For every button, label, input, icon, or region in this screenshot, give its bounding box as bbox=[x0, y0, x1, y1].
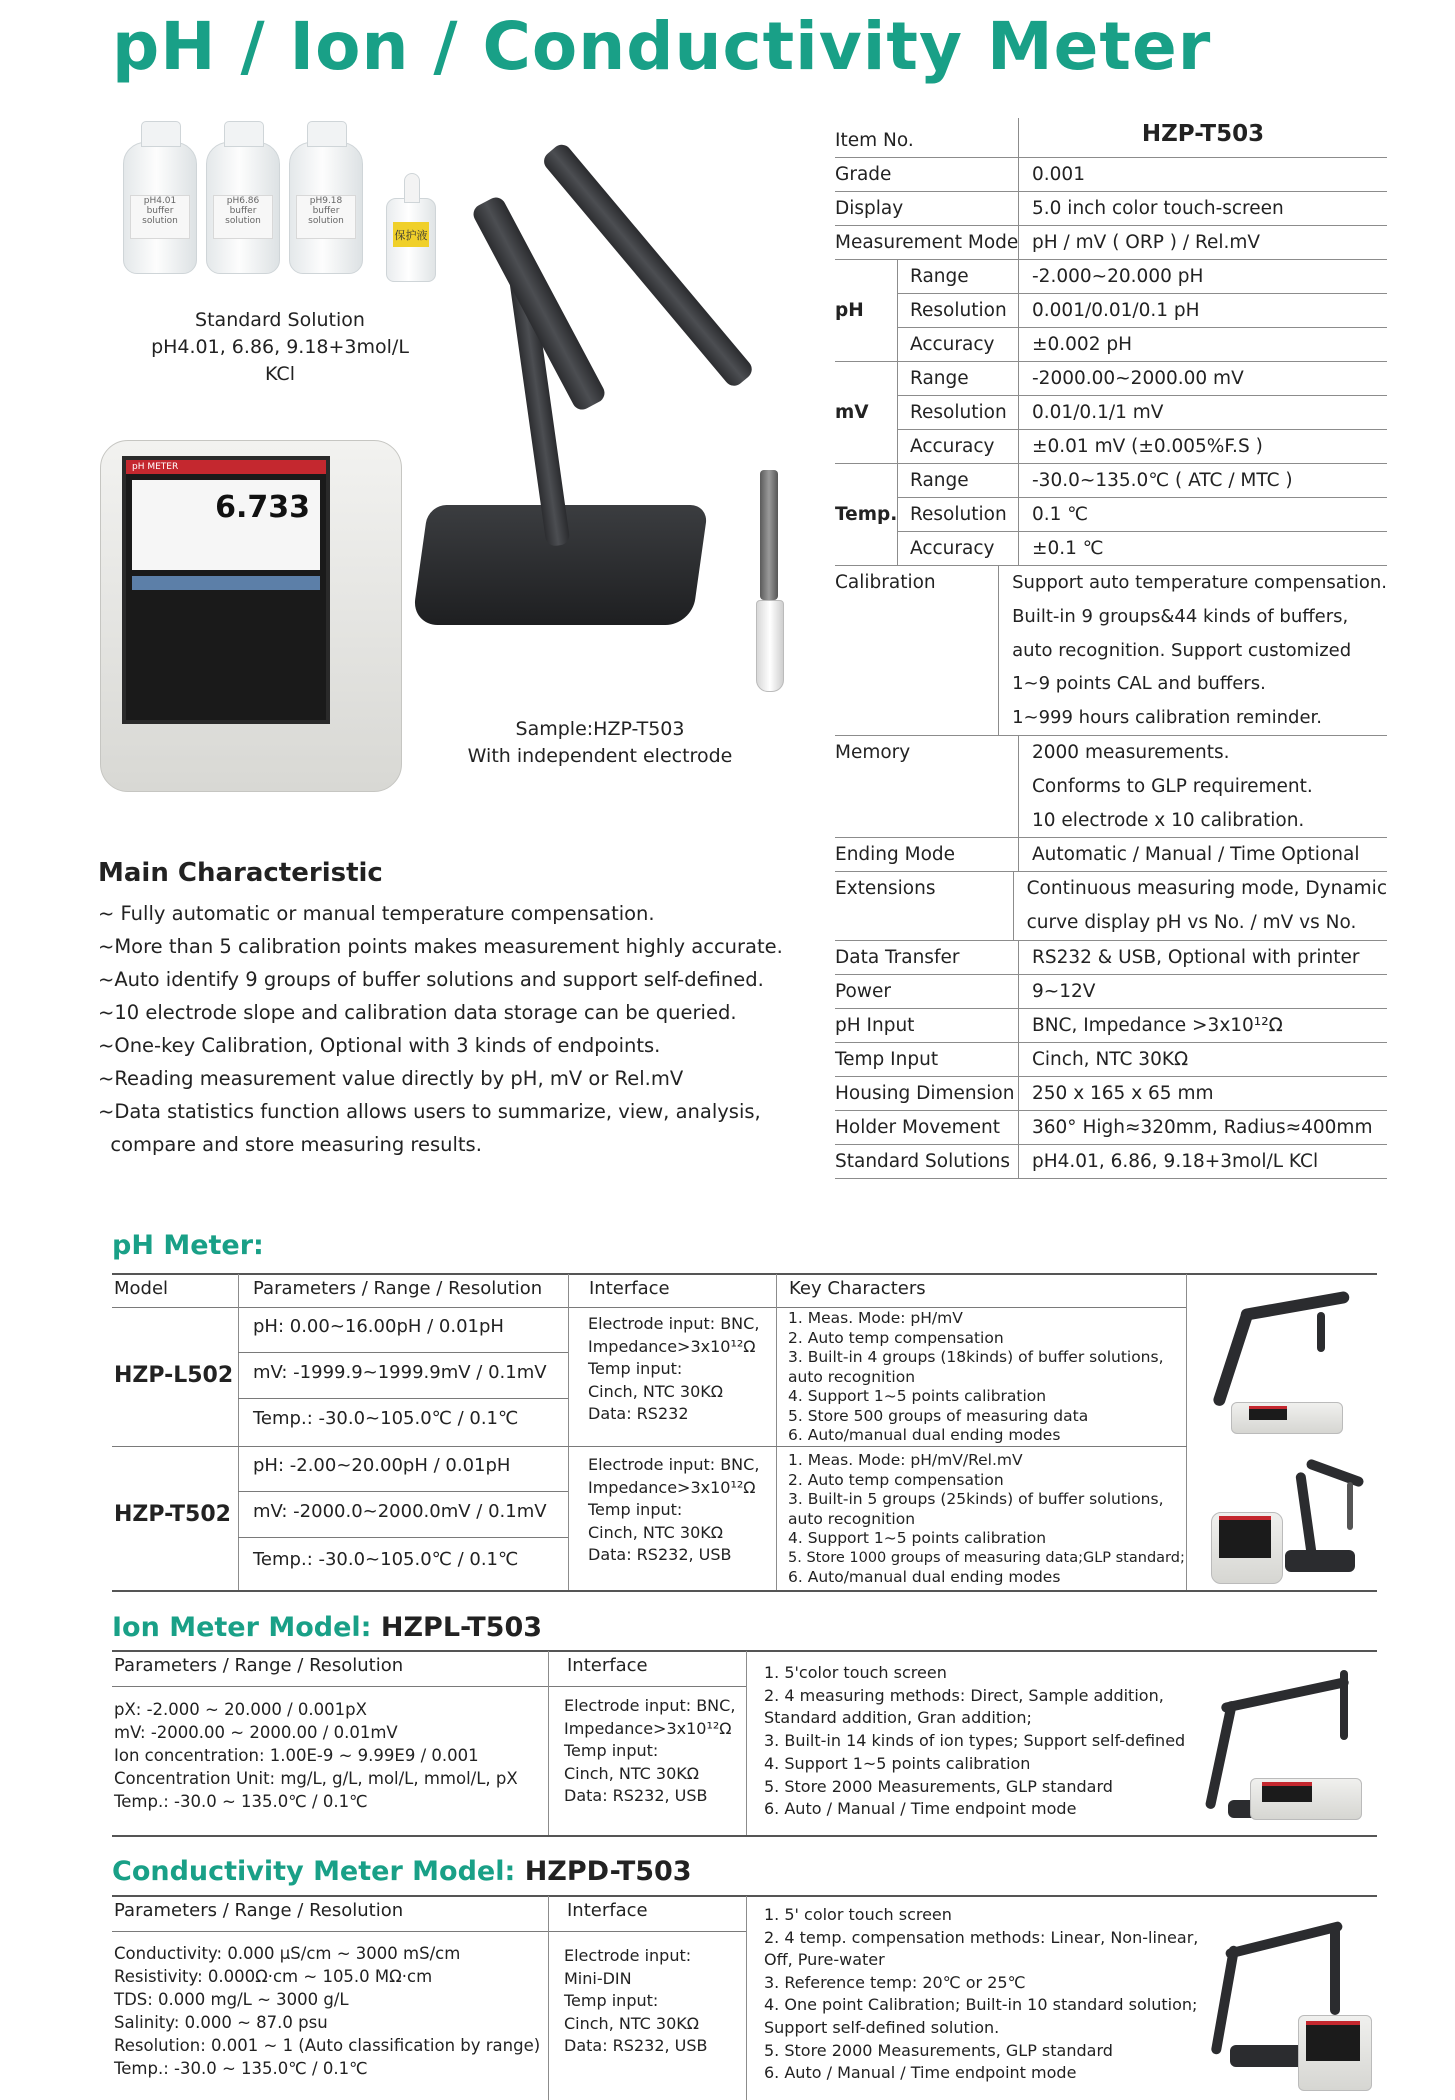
col-header-interface: Interface bbox=[589, 1278, 670, 1299]
spec-value: Cinch, NTC 30KΩ bbox=[1018, 1043, 1387, 1076]
spec-model-value: HZP-T503 bbox=[1018, 118, 1387, 157]
interface-line: Cinch, NTC 30KΩ bbox=[564, 1763, 700, 1783]
conductivity-interface-cell bbox=[564, 1945, 708, 2058]
spec-value: BNC, Impedance >3x10¹²Ω bbox=[1018, 1009, 1387, 1042]
spec-subkey: Resolution bbox=[910, 300, 1007, 321]
caption-line: Standard Solution bbox=[195, 309, 365, 331]
section-title-prefix: Ion Meter Model: bbox=[112, 1612, 372, 1643]
meter-screen bbox=[122, 456, 330, 724]
caption-line: Sample:HZP-T503 bbox=[515, 718, 685, 740]
spec-value: ±0.01 mV (±0.005%F.S ) bbox=[1018, 430, 1387, 463]
meter-screen-panel bbox=[132, 480, 320, 570]
conductivity-meter-title bbox=[112, 1856, 692, 1887]
spec-key: Memory bbox=[835, 741, 911, 763]
spec-value-line: auto recognition. Support customized bbox=[1012, 639, 1352, 661]
spec-subkey: Range bbox=[910, 368, 969, 389]
model-name: HZP-T502 bbox=[114, 1502, 231, 1527]
spec-key: Housing Dimension bbox=[835, 1082, 1015, 1104]
spec-group-label: pH bbox=[835, 300, 864, 321]
spec-value: 0.01/0.1/1 mV bbox=[1018, 396, 1387, 429]
param-line: TDS: 0.000 mg/L ~ 3000 g/L bbox=[114, 1990, 349, 2009]
character-line: 3. Built-in 5 groups (25kinds) of buffer solutions, bbox=[788, 1490, 1164, 1508]
section-title-prefix: Conductivity Meter Model: bbox=[112, 1856, 516, 1887]
divider bbox=[112, 1590, 1377, 1592]
col-header-params: Parameters / Range / Resolution bbox=[114, 1900, 404, 1921]
divider bbox=[112, 1931, 747, 1932]
spec-key: Grade bbox=[835, 164, 892, 185]
param-value: mV: -1999.9~1999.9mV / 0.1mV bbox=[253, 1362, 547, 1383]
divider bbox=[548, 1896, 549, 2100]
character-line: 3. Built-in 4 groups (18kinds) of buffer solutions, bbox=[788, 1348, 1164, 1366]
spec-subkey: Accuracy bbox=[910, 436, 995, 457]
interface-line: Electrode input: BNC, bbox=[564, 1696, 736, 1715]
param-line: mV: -2000.00 ~ 2000.00 / 0.01mV bbox=[114, 1723, 398, 1742]
list-item: ~Reading measurement value directly by pH, mV or Rel.mV bbox=[98, 1067, 684, 1090]
character-line: Support self-defined solution. bbox=[764, 2017, 1000, 2037]
section-model: HZPD-T503 bbox=[524, 1856, 692, 1887]
spec-key: Measurement Mode bbox=[835, 232, 1019, 253]
character-line: 1. Meas. Mode: pH/mV/Rel.mV bbox=[788, 1451, 1023, 1469]
interface-line: Data: RS232, USB bbox=[588, 1545, 732, 1564]
spec-value: 0.1 ℃ bbox=[1018, 498, 1387, 531]
param-line: Resolution: 0.001 ~ 1 (Auto classification by range) bbox=[114, 2036, 541, 2055]
col-header-key-characters: Key Characters bbox=[789, 1278, 926, 1299]
spec-group-mv bbox=[835, 362, 1387, 464]
divider bbox=[112, 1650, 1377, 1652]
spec-group-temp bbox=[835, 464, 1387, 566]
list-item: ~Data statistics function allows users to summarize, view, analysis, bbox=[98, 1100, 761, 1123]
spec-subkey: Accuracy bbox=[910, 334, 995, 355]
character-line: 3. Built-in 14 kinds of ion types; Support self-defined bbox=[764, 1731, 1186, 1751]
character-line: auto recognition bbox=[788, 1367, 916, 1386]
spec-value-line: Continuous measuring mode, Dynamic bbox=[1026, 878, 1387, 900]
spec-value-line: 1~999 hours calibration reminder. bbox=[1012, 707, 1322, 729]
spec-group-label: mV bbox=[835, 402, 869, 423]
divider bbox=[548, 1651, 549, 1835]
character-line: 6. Auto / Manual / Time endpoint mode bbox=[764, 1799, 1077, 1819]
col-header-interface: Interface bbox=[567, 1655, 648, 1676]
caption-line: pH4.01, 6.86, 9.18+3mol/L KCl bbox=[151, 336, 409, 385]
param-line: Temp.: -30.0 ~ 135.0℃ / 0.1℃ bbox=[114, 1792, 368, 1811]
param-line: Concentration Unit: mg/L, g/L, mol/L, mmol/L, pX bbox=[114, 1769, 518, 1788]
divider bbox=[776, 1274, 777, 1590]
param-line: Resistivity: 0.000Ω·cm ~ 105.0 MΩ·cm bbox=[114, 1967, 433, 1986]
spec-value: -2.000~20.000 pH bbox=[1018, 260, 1387, 293]
list-item: ~One-key Calibration, Optional with 3 kinds of endpoints. bbox=[98, 1034, 661, 1057]
divider bbox=[112, 1895, 1377, 1897]
col-header-model: Model bbox=[114, 1278, 169, 1299]
conductivity-characters-cell bbox=[764, 1904, 1198, 2085]
standard-solution-caption bbox=[150, 307, 410, 388]
interface-line: Temp input: bbox=[564, 1991, 659, 2010]
spec-value-line: 10 electrode x 10 calibration. bbox=[1032, 809, 1305, 831]
caption-line: With independent electrode bbox=[467, 745, 733, 767]
character-line: 6. Auto / Manual / Time endpoint mode bbox=[764, 2063, 1077, 2083]
param-line: pX: -2.000 ~ 20.000 / 0.001pX bbox=[114, 1700, 367, 1719]
ph-meter-title: pH Meter: bbox=[112, 1230, 264, 1261]
bottle-label: pH6.86 buffer solution bbox=[213, 195, 273, 239]
spec-key: Calibration bbox=[835, 572, 936, 593]
product-thumbnail-hzpl-t503 bbox=[1200, 1660, 1375, 1830]
buffer-bottle-image bbox=[289, 142, 363, 274]
spec-value-line: Support auto temperature compensation. bbox=[1012, 572, 1387, 593]
main-characteristic-list bbox=[98, 897, 798, 1161]
divider bbox=[112, 1307, 1187, 1308]
meter-reading: 6.733 bbox=[215, 490, 310, 525]
spec-group-ph bbox=[835, 260, 1387, 362]
param-value: Temp.: -30.0~105.0℃ / 0.1℃ bbox=[253, 1549, 519, 1570]
spec-key: Display bbox=[835, 198, 904, 219]
interface-line: Mini-DIN bbox=[564, 1968, 632, 1988]
character-line: 5. Store 2000 Measurements, GLP standard bbox=[764, 2040, 1113, 2060]
param-value: mV: -2000.0~2000.0mV / 0.1mV bbox=[253, 1501, 547, 1522]
character-line: 2. 4 measuring methods: Direct, Sample addition, bbox=[764, 1685, 1164, 1705]
divider bbox=[112, 1835, 1377, 1837]
character-line: 1. Meas. Mode: pH/mV bbox=[788, 1309, 963, 1327]
interface-line: Temp input: bbox=[588, 1500, 683, 1519]
interface-line: Data: RS232, USB bbox=[564, 2036, 708, 2055]
bottle-label: pH4.01 buffer solution bbox=[130, 195, 190, 239]
spec-key: Standard Solutions bbox=[835, 1150, 1011, 1172]
divider bbox=[238, 1491, 568, 1492]
divider bbox=[1186, 1274, 1187, 1590]
spec-value: 250 x 165 x 65 mm bbox=[1018, 1077, 1387, 1110]
characters-cell bbox=[788, 1309, 1164, 1446]
col-header-params: Parameters / Range / Resolution bbox=[114, 1655, 404, 1676]
meter-screen-tabs bbox=[132, 576, 320, 590]
ion-meter-title bbox=[112, 1612, 542, 1643]
spec-value-line: curve display pH vs No. / mV vs No. bbox=[1026, 912, 1357, 934]
spec-value: pH4.01, 6.86, 9.18+3mol/L KCl bbox=[1018, 1145, 1387, 1178]
divider bbox=[238, 1537, 568, 1538]
character-line: 5. Store 2000 Measurements, GLP standard bbox=[764, 1776, 1113, 1796]
character-line: 5. Store 1000 groups of measuring data;GLP standard; bbox=[788, 1549, 1185, 1566]
character-line: 6. Auto/manual dual ending modes bbox=[788, 1568, 1061, 1586]
interface-line: Impedance>3x10¹²Ω bbox=[588, 1336, 756, 1356]
interface-line: Impedance>3x10¹²Ω bbox=[588, 1477, 756, 1497]
spec-key: Extensions bbox=[835, 878, 936, 900]
meter-screen-header: pH METER bbox=[126, 460, 326, 474]
param-line: Ion concentration: 1.00E-9 ~ 9.99E9 / 0.001 bbox=[114, 1746, 479, 1765]
interface-line: Temp input: bbox=[588, 1359, 683, 1378]
character-line: 4. One point Calibration; Built-in 10 standard solution; bbox=[764, 1995, 1198, 2015]
divider bbox=[112, 1686, 747, 1687]
spec-subkey: Resolution bbox=[910, 402, 1007, 423]
character-line: 6. Auto/manual dual ending modes bbox=[788, 1426, 1061, 1444]
interface-line: Cinch, NTC 30KΩ bbox=[564, 2013, 700, 2033]
conductivity-params-cell bbox=[114, 1942, 540, 2080]
spec-key: Ending Mode bbox=[835, 844, 956, 866]
interface-line: Temp input: bbox=[564, 1741, 659, 1760]
param-value: Temp.: -30.0~105.0℃ / 0.1℃ bbox=[253, 1408, 519, 1429]
character-line: 1. 5' color touch screen bbox=[764, 1905, 952, 1924]
spec-value: Automatic / Manual / Time Optional bbox=[1018, 838, 1387, 871]
interface-line: Electrode input: BNC, bbox=[588, 1455, 760, 1474]
spec-value: pH / mV ( ORP ) / Rel.mV bbox=[1018, 226, 1387, 259]
interface-cell bbox=[588, 1313, 759, 1426]
product-thumbnail-hzp-l502 bbox=[1205, 1278, 1370, 1438]
spec-value: 360° High≈320mm, Radius≈400mm bbox=[1018, 1111, 1387, 1144]
buffer-bottle-image bbox=[206, 142, 280, 274]
divider bbox=[746, 1896, 747, 2100]
character-line: 4. Support 1~5 points calibration bbox=[788, 1387, 1047, 1405]
spec-key: Power bbox=[835, 980, 891, 1002]
storage-solution-bottle-image bbox=[386, 198, 436, 282]
spec-subkey: Range bbox=[910, 266, 969, 287]
electrode-image bbox=[760, 470, 778, 600]
spec-key: Holder Movement bbox=[835, 1116, 1000, 1138]
spec-subkey: Resolution bbox=[910, 504, 1007, 525]
interface-line: Data: RS232, USB bbox=[564, 1786, 708, 1805]
spec-value: -30.0~135.0℃ ( ATC / MTC ) bbox=[1018, 464, 1387, 497]
interface-line: Cinch, NTC 30KΩ bbox=[588, 1522, 724, 1542]
spec-key: pH Input bbox=[835, 1014, 915, 1036]
divider bbox=[112, 1446, 1187, 1447]
ion-params-cell bbox=[114, 1698, 518, 1813]
divider bbox=[746, 1651, 747, 1835]
spec-value: RS232 & USB, Optional with printer bbox=[1018, 941, 1387, 974]
small-bottle-label: 保护液 bbox=[393, 222, 429, 247]
divider bbox=[568, 1274, 569, 1590]
interface-line: Electrode input: bbox=[564, 1946, 692, 1965]
spec-value: ±0.1 ℃ bbox=[1018, 532, 1387, 565]
spec-value-line: Built-in 9 groups&44 kinds of buffers, bbox=[1012, 605, 1349, 627]
product-thumbnail-hzp-t502 bbox=[1205, 1452, 1370, 1587]
divider bbox=[238, 1398, 568, 1399]
ion-characters-cell bbox=[764, 1662, 1185, 1821]
spec-key: Data Transfer bbox=[835, 946, 960, 968]
spec-value: 9~12V bbox=[1018, 975, 1387, 1008]
sample-caption bbox=[440, 716, 760, 770]
interface-line: Electrode input: BNC, bbox=[588, 1314, 760, 1333]
spec-subkey: Range bbox=[910, 470, 969, 491]
interface-cell bbox=[588, 1454, 759, 1567]
divider bbox=[112, 1273, 1377, 1275]
list-item: ~More than 5 calibration points makes measurement highly accurate. bbox=[98, 935, 783, 958]
product-thumbnail-hzpd-t503 bbox=[1200, 1905, 1375, 2095]
ion-interface-cell bbox=[564, 1695, 735, 1808]
param-value: pH: 0.00~16.00pH / 0.01pH bbox=[253, 1316, 504, 1337]
electrode-tip-image bbox=[756, 600, 784, 692]
character-line: 5. Store 500 groups of measuring data bbox=[788, 1406, 1089, 1425]
character-line: 2. 4 temp. compensation methods: Linear, Non-linear, bbox=[764, 1927, 1199, 1947]
divider bbox=[238, 1274, 239, 1590]
model-name: HZP-L502 bbox=[114, 1363, 234, 1388]
main-characteristic-heading: Main Characteristic bbox=[98, 858, 383, 888]
character-line: Standard addition, Gran addition; bbox=[764, 1708, 1032, 1728]
list-item: compare and store measuring results. bbox=[98, 1133, 482, 1156]
spec-value-line: 2000 measurements. bbox=[1032, 741, 1230, 763]
spec-subkey: Accuracy bbox=[910, 538, 995, 559]
section-model: HZPL-T503 bbox=[380, 1612, 543, 1643]
list-item: ~Auto identify 9 groups of buffer solutions and support self-defined. bbox=[98, 968, 764, 991]
buffer-bottle-image bbox=[123, 142, 197, 274]
spec-value: 0.001/0.01/0.1 pH bbox=[1018, 294, 1387, 327]
character-line: 2. Auto temp compensation bbox=[788, 1470, 1004, 1489]
spec-key: Item No. bbox=[835, 130, 914, 151]
param-value: pH: -2.00~20.00pH / 0.01pH bbox=[253, 1455, 511, 1476]
spec-value-line: Conforms to GLP requirement. bbox=[1032, 775, 1313, 797]
spec-value: 0.001 bbox=[1018, 158, 1387, 191]
character-line: 3. Reference temp: 20℃ or 25℃ bbox=[764, 1972, 1026, 1992]
character-line: 4. Support 1~5 points calibration bbox=[788, 1529, 1047, 1547]
divider bbox=[238, 1352, 568, 1353]
bottle-label: pH9.18 buffer solution bbox=[296, 195, 356, 239]
spec-key: Temp Input bbox=[835, 1048, 939, 1070]
character-line: Off, Pure-water bbox=[764, 1950, 885, 1970]
page-title: pH / Ion / Conductivity Meter bbox=[112, 8, 1212, 85]
param-line: Temp.: -30.0 ~ 135.0℃ / 0.1℃ bbox=[114, 2059, 368, 2078]
spec-group-label: Temp. bbox=[835, 504, 898, 525]
col-header-params: Parameters / Range / Resolution bbox=[253, 1278, 543, 1299]
spec-value-line: 1~9 points CAL and buffers. bbox=[1012, 673, 1266, 695]
list-item: ~ Fully automatic or manual temperature compensation. bbox=[98, 902, 655, 925]
character-line: 1. 5'color touch screen bbox=[764, 1663, 947, 1682]
spec-value: ±0.002 pH bbox=[1018, 328, 1387, 361]
character-line: 2. Auto temp compensation bbox=[788, 1328, 1004, 1347]
character-line: auto recognition bbox=[788, 1509, 916, 1528]
character-line: 4. Support 1~5 points calibration bbox=[764, 1753, 1031, 1773]
interface-line: Impedance>3x10¹²Ω bbox=[564, 1718, 732, 1738]
list-item: ~10 electrode slope and calibration data storage can be queried. bbox=[98, 1001, 737, 1024]
spec-value: -2000.00~2000.00 mV bbox=[1018, 362, 1387, 395]
spec-table bbox=[835, 118, 1387, 1179]
param-line: Conductivity: 0.000 μS/cm ~ 3000 mS/cm bbox=[114, 1944, 461, 1963]
interface-line: Cinch, NTC 30KΩ bbox=[588, 1381, 724, 1401]
spec-value: 5.0 inch color touch-screen bbox=[1018, 192, 1387, 225]
param-line: Salinity: 0.000 ~ 87.0 psu bbox=[114, 2013, 328, 2032]
interface-line: Data: RS232 bbox=[588, 1404, 689, 1423]
col-header-interface: Interface bbox=[567, 1900, 648, 1921]
characters-cell bbox=[788, 1451, 1185, 1588]
